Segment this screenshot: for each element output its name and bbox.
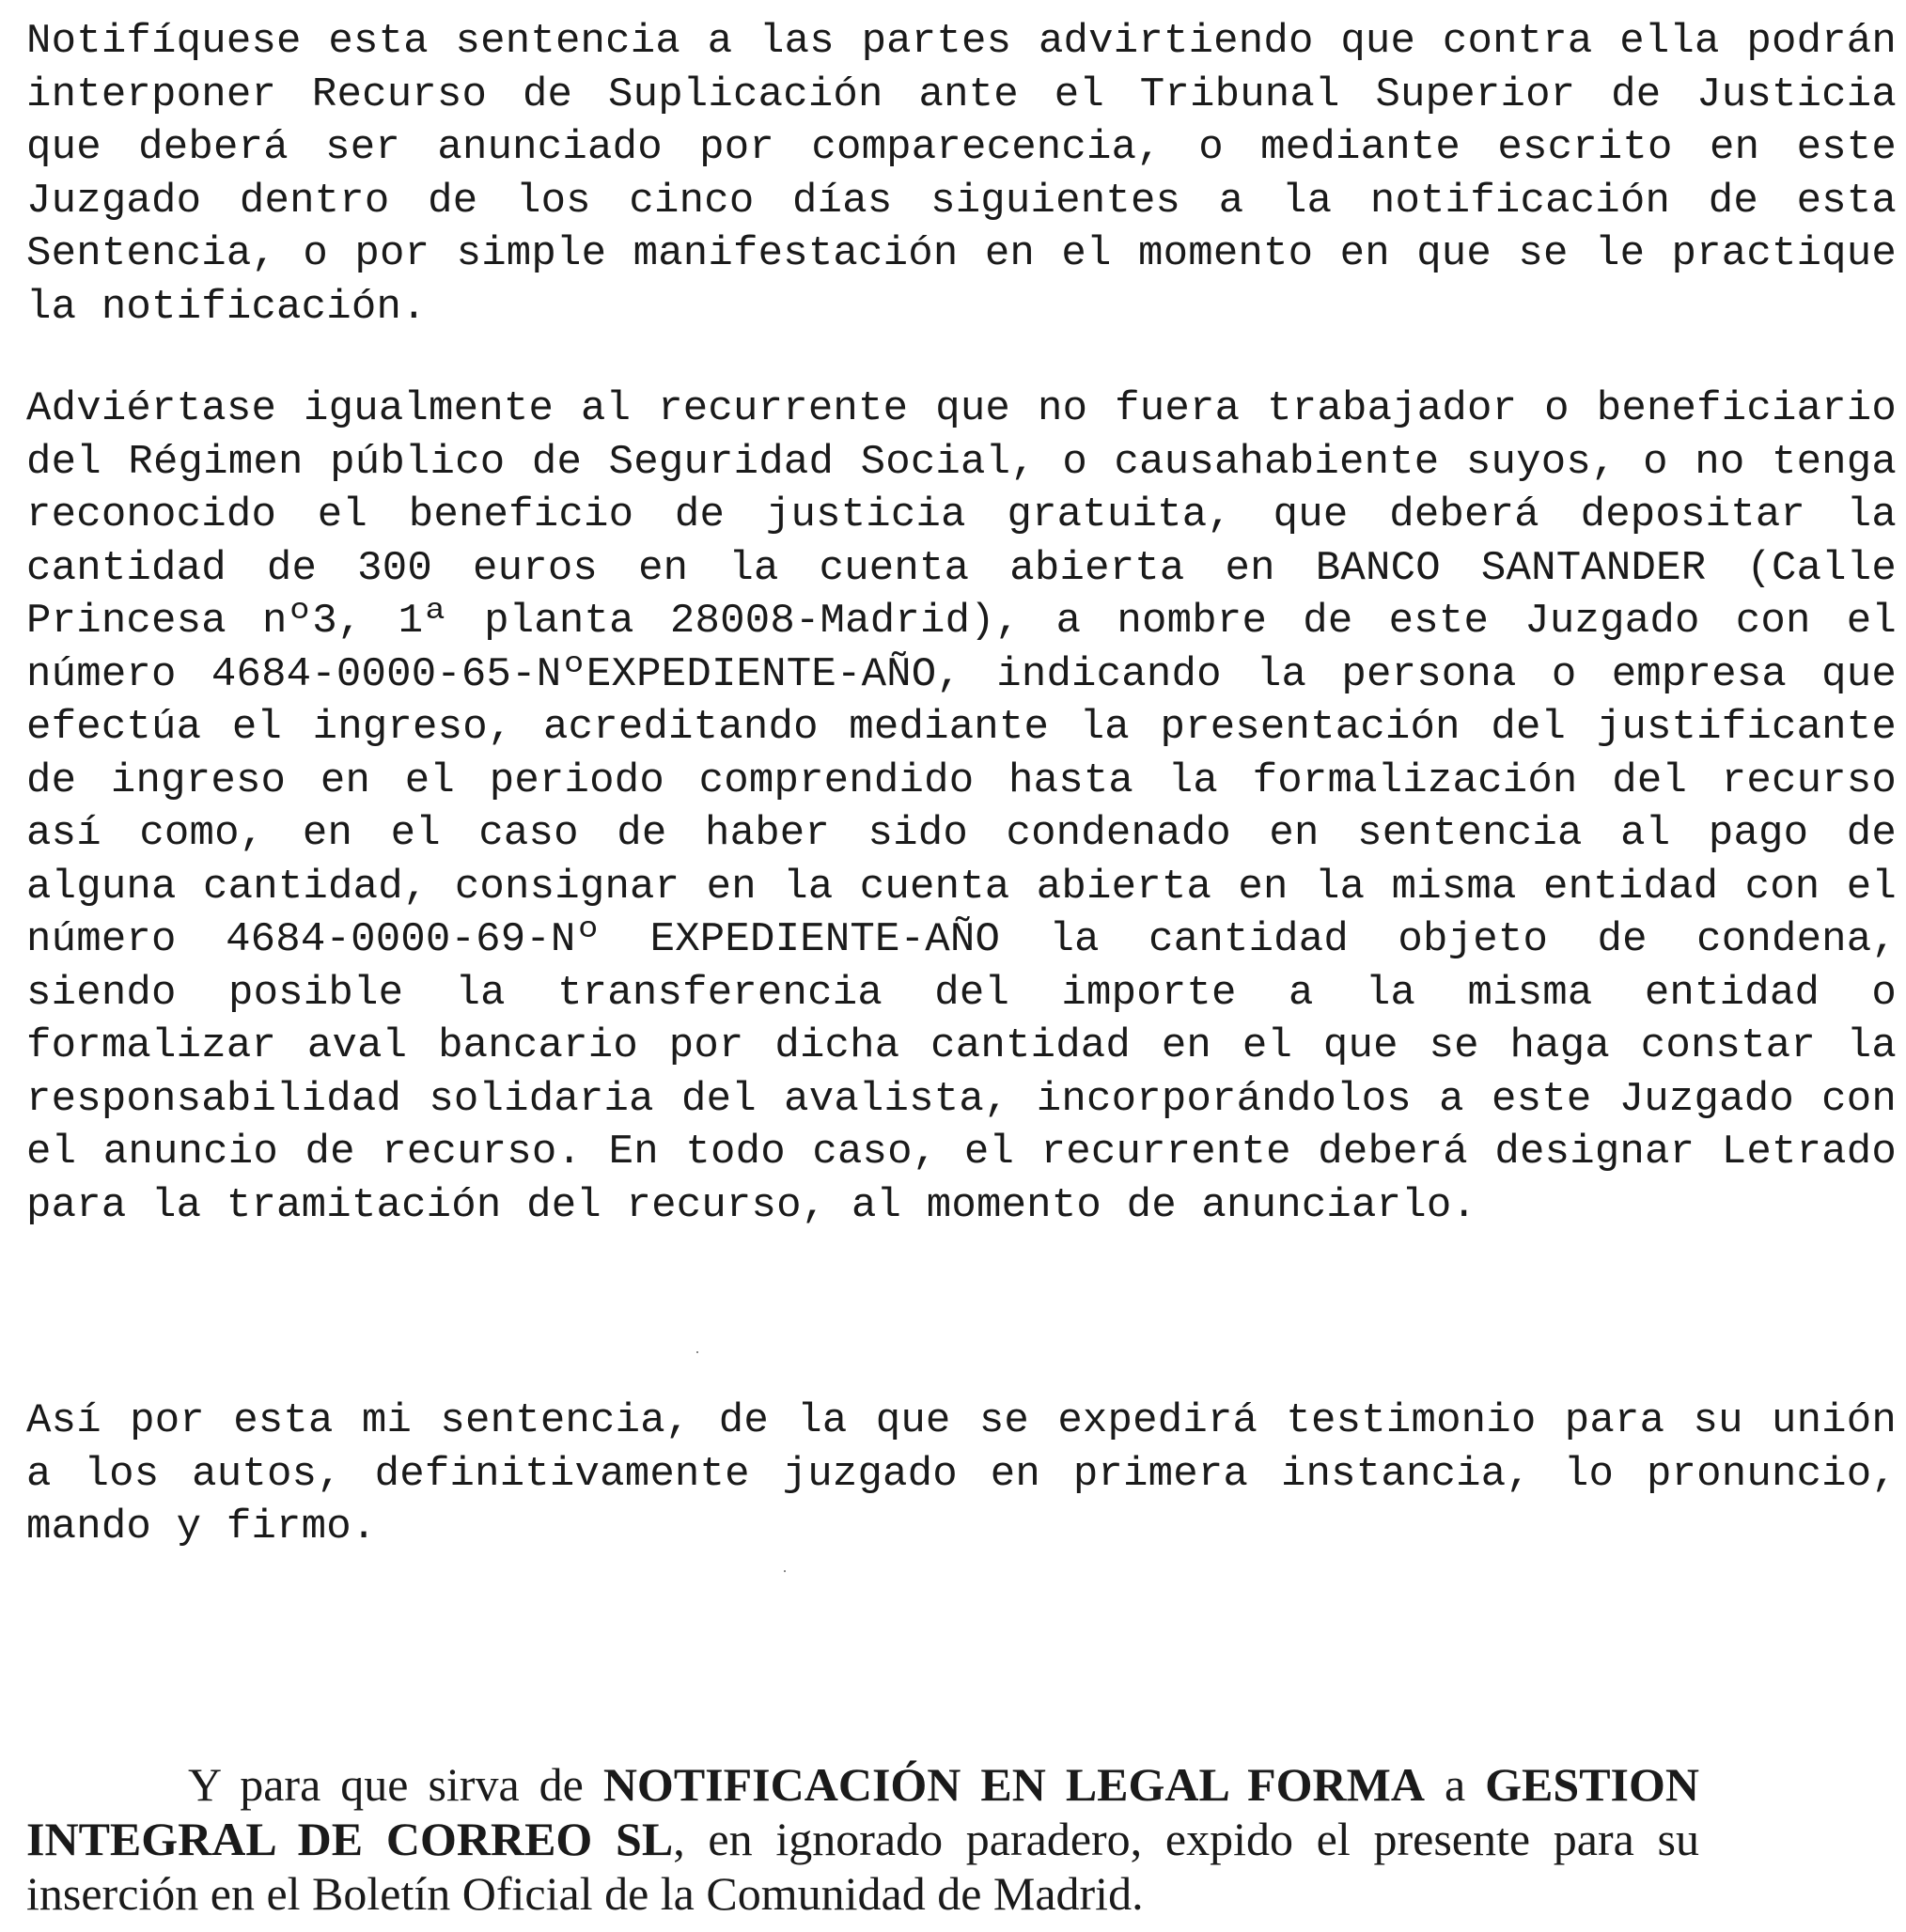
scan-speck: [696, 1351, 698, 1353]
paragraph-notification-appeal: Notifíquese esta sentencia a las partes advirtiendo que contra ella podrán interponer Recurso de Suplicación ante el Tribunal Superior de Justicia que deberá ser anunciado por comparecencia, o mediante escrito en este Juzgado dentro de los cinco días siguientes a la notificación de esta Sentencia, o por simple manifestación en el momento en que se le practique la notificación.: [26, 18, 1897, 331]
notification-bold-recipient: GESTION INTEGRAL DE CORREO SL: [26, 1758, 1699, 1865]
notification-bold-title: NOTIFICACIÓN EN LEGAL FORMA: [602, 1758, 1425, 1811]
paragraph-closing-sentence: Así por esta mi sentencia, de la que se expedirá testimonio para su unión a los autos, definitivamente juzgado en primera instancia, lo pronuncio, mando y firmo.: [26, 1397, 1897, 1550]
paragraph-legal-notification: [26, 1757, 1699, 1921]
scan-speck: [784, 1570, 786, 1572]
notification-text-2: a: [1424, 1758, 1486, 1811]
paragraph-deposit-instructions: Adviértase igualmente al recurrente que no fuera trabajador o beneficiario del Régimen público de Seguridad Social, o causahabiente suyos, o no tenga reconocido el beneficio de justicia gratuita, que deberá depositar la cantidad de 300 euros en la cuenta abierta en BANCO SANTANDER (Calle Princesa nº3, 1ª planta 28008-Madrid), a nombre de este Juzgado con el número 4684-0000-65-NºEXPEDIENTE-AÑO, indicando la persona o empresa que efectúa el ingreso, acreditando mediante la presentación del justificante de ingreso en el periodo comprendido hasta la formalización del recurso así como, en el caso de haber sido condenado en sentencia al pago de alguna cantidad, consignar en la cuenta abierta en la misma entidad con el número 4684-0000-69-Nº EXPEDIENTE-AÑO la cantidad objeto de condena, siendo posible la transferencia del importe a la misma entidad o formalizar aval bancario por dicha cantidad en el que se haga constar la responsabilidad solidaria del avalista, incorporándolos a este Juzgado con el anuncio de recurso. En todo caso, el recurrente deberá designar Letrado para la tramitación del recurso, al momento de anunciarlo.: [26, 385, 1897, 1229]
notification-text-3: , en ignorado paradero, expido el presente para su inserción en el Boletín Oficial de la Comunidad de Madrid.: [26, 1813, 1699, 1920]
notification-text-1: Y para que sirva de: [188, 1758, 603, 1811]
